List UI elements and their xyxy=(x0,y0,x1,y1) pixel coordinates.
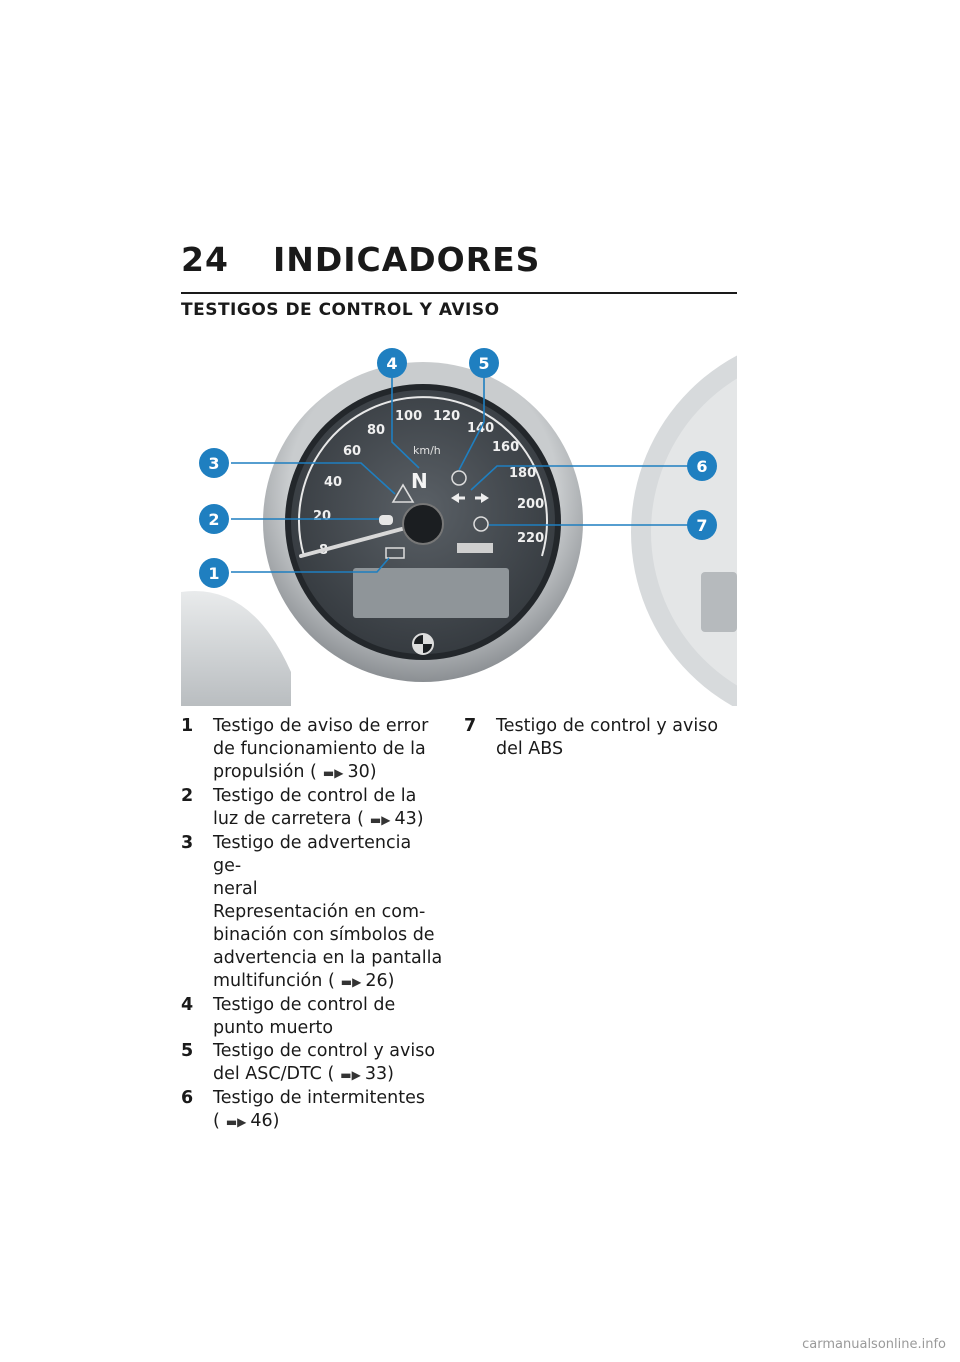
reference-arrow-icon: ▬▶ xyxy=(369,813,391,827)
legend-item-5 xyxy=(181,1040,443,1087)
odometer-marking xyxy=(457,543,493,553)
legend-item-7 xyxy=(464,715,736,761)
neutral-indicator: N xyxy=(411,469,428,493)
legend-text xyxy=(213,785,443,832)
legend-item-3 xyxy=(181,832,443,994)
tick-label: 20 xyxy=(313,509,332,524)
section-title: TESTIGOS DE CONTROL Y AVISO xyxy=(181,292,737,320)
legend-number: 1 xyxy=(181,716,194,736)
tick-label: 160 xyxy=(492,440,520,455)
legend-line: binación con símbolos de xyxy=(213,925,435,945)
legend-item-2 xyxy=(181,785,443,832)
legend-line: neral xyxy=(213,879,258,899)
callout-number: 7 xyxy=(696,516,708,535)
tick-label: 200 xyxy=(517,497,545,512)
page-reference[interactable]: ( ▬▶ 43) xyxy=(357,809,424,829)
legend-line: del ABS xyxy=(496,739,564,759)
page-number: 24 xyxy=(181,240,229,279)
tick-label: 80 xyxy=(367,423,386,438)
legend-text xyxy=(213,715,443,785)
legend-line: Testigo de control de la xyxy=(213,786,417,806)
tick-label: 180 xyxy=(509,466,537,481)
page-header xyxy=(181,240,737,320)
legend-item-4 xyxy=(181,994,443,1040)
legend-number: 7 xyxy=(464,716,477,736)
legend-line: luz de carretera xyxy=(213,809,352,829)
legend-text xyxy=(213,1087,443,1134)
callout-number: 1 xyxy=(208,564,220,583)
callout-number: 5 xyxy=(478,354,490,373)
legend-text xyxy=(213,1040,443,1087)
legend-number: 6 xyxy=(181,1088,194,1108)
legend-line: Testigo de control y aviso xyxy=(496,716,719,736)
tick-label: 100 xyxy=(395,409,423,424)
page-reference[interactable]: ( ▬▶ 46) xyxy=(213,1111,280,1131)
tick-label: 60 xyxy=(343,444,362,459)
legend-line: Testigo de intermitentes xyxy=(213,1088,425,1108)
instrument-cluster-figure xyxy=(181,342,737,706)
legend-line: del ASC/DTC xyxy=(213,1064,322,1084)
legend-line: propulsión xyxy=(213,762,305,782)
reference-arrow-icon: ▬▶ xyxy=(322,766,344,780)
legend-number: 2 xyxy=(181,786,194,806)
reference-arrow-icon: ▬▶ xyxy=(340,1068,361,1082)
high-beam-icon xyxy=(379,515,393,525)
legend-line: Testigo de control y aviso xyxy=(213,1041,436,1061)
tick-label: 220 xyxy=(517,531,545,546)
reference-arrow-icon: ▬▶ xyxy=(225,1115,247,1129)
legend-line: de funcionamiento de la xyxy=(213,739,426,759)
legend-item-1 xyxy=(181,715,443,785)
speed-unit-label: km/h xyxy=(413,444,441,457)
callout-number: 2 xyxy=(208,510,220,529)
legend-line: punto muerto xyxy=(213,1018,334,1038)
secondary-gauge-display xyxy=(701,572,737,632)
legend-line: multifunción xyxy=(213,971,323,991)
legend-line: advertencia en la pantalla xyxy=(213,948,443,968)
legend-line: Testigo de aviso de error xyxy=(213,716,429,736)
chapter-title: INDICADORES xyxy=(272,240,541,279)
page-reference[interactable]: ( ▬▶ 33) xyxy=(327,1064,394,1084)
tick-label: 140 xyxy=(467,421,495,436)
legend-line: Representación en com- xyxy=(213,902,426,922)
legend-number: 3 xyxy=(181,833,194,853)
tick-label: 40 xyxy=(324,475,343,490)
page-reference[interactable]: ( ▬▶ 26) xyxy=(327,971,395,991)
page-reference[interactable]: ( ▬▶ 30) xyxy=(310,762,377,782)
speedometer-illustration xyxy=(181,342,737,706)
callout-number: 6 xyxy=(696,457,708,476)
watermark: carmanualsonline.info xyxy=(802,1337,946,1352)
callout-number: 4 xyxy=(386,354,398,373)
multifunction-display xyxy=(353,568,509,618)
legend-text xyxy=(496,715,736,761)
legend-left-column xyxy=(181,715,443,1134)
legend-number: 4 xyxy=(181,995,194,1015)
legend-line: Testigo de advertencia ge- xyxy=(213,833,412,876)
legend-number: 5 xyxy=(181,1041,194,1061)
legend-text xyxy=(213,994,443,1040)
chapter-heading xyxy=(181,240,737,280)
reference-arrow-icon: ▬▶ xyxy=(340,975,362,989)
callout-number: 3 xyxy=(208,454,220,473)
tick-label: 120 xyxy=(433,409,461,424)
legend-item-6 xyxy=(181,1087,443,1134)
legend-text xyxy=(213,832,443,994)
legend-right-column xyxy=(464,715,736,761)
legend-line: Testigo de control de xyxy=(213,995,396,1015)
needle-hub xyxy=(403,504,443,544)
